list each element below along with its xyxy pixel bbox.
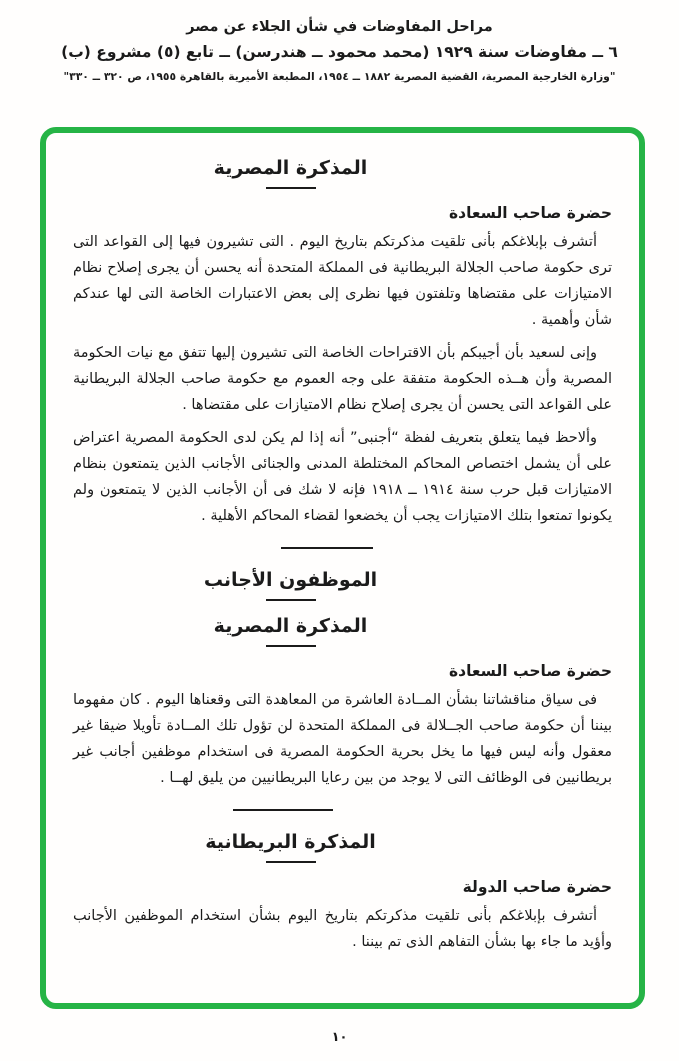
memo-egyptian-1-paragraph: وإنى لسعيد بأن أجيبكم بأن الاقتراحات الخاصة التى تشيرون إليها تتفق مع نيات الحكومة المصرية وأن هــذه الحكومة متفقة على وجه العموم مع حكومة صاحب الجلالة البريطانية على القواعد التى يحسن أن يجرى إصلاح نظام الامتيازات على مقتضاها . — [73, 345, 612, 413]
memo-british-paragraph: أتشرف بإبلاغكم بأنى تلقيت مذكرتكم بتاريخ اليوم بشأن استخدام الموظفين الأجانب وأؤيد ما جاء بها بشأن التفاهم الذى تم بيننا . — [73, 908, 612, 950]
title-underline — [266, 645, 316, 647]
doc-source-citation: "وزارة الخارجية المصرية، القضية المصرية ١٨٨٢ ــ ١٩٥٤، المطبعة الأميرية بالقاهرة ١٩٥٥، ص ٣٢٠ ــ ٣٣٠" — [63, 70, 616, 83]
title-underline — [266, 599, 316, 601]
page-header — [0, 0, 679, 83]
memo-british-salutation: حضرة صاحب الدولة — [462, 878, 612, 896]
title-underline — [266, 187, 316, 189]
memo-egyptian-2-paragraph: فى سياق مناقشاتنا بشأن المــادة العاشرة من المعاهدة التى وقعناها اليوم . كان مفهوما بيننا أن حكومة صاحب الجــلالة فى المملكة المتحدة لن تؤول تلك المــادة تأويلا ضيقا غير معقول وأنه ليس فيها ما يخل بحرية الحكومة المصرية فى استخدام موظفين أجانب غير بريطانيين فى الوظائف التى لا يوجد من بين رعايا البريطانيين من يليق لهــا . — [73, 692, 612, 786]
memo-british-title: المذكرة البريطانية — [205, 831, 376, 853]
foreign-employees-heading: الموظفون الأجانب — [203, 569, 378, 591]
doc-subtitle: ٦ ــ مفاوضات سنة ١٩٢٩ (محمد محمود ــ هندرسن) ــ تابع (٥) مشروع (ب) — [61, 43, 618, 61]
memo-egyptian-1-title: المذكرة المصرية — [213, 157, 368, 179]
section-divider — [233, 809, 333, 811]
content-frame — [40, 127, 645, 1009]
doc-title: مراحل المفاوضات في شأن الجلاء عن مصر — [186, 19, 493, 35]
memo-egyptian-1-salutation: حضرة صاحب السعادة — [449, 204, 612, 222]
memo-egyptian-1-paragraph: أتشرف بإبلاغكم بأنى تلقيت مذكرتكم بتاريخ اليوم . التى تشيرون فيها إلى القواعد التى ترى حكومة صاحب الجلالة البريطانية فى المملكة المتحدة أنه يحسن أن يجرى إصلاح نظام الامتيازات على مقتضاها وتلفتون فيها نظرى إلى بعض الاعتبارات الخاصة التى لها عندكم شأن وأهمية . — [73, 234, 612, 328]
memo-egyptian-1-paragraph: وألاحظ فيما يتعلق بتعريف لفظة “أجنبى” أنه إذا لم يكن لدى الحكومة المصرية اعتراض على أن يشمل اختصاص المحاكم المختلطة المدنى والجنائى الأجانب الذين يتمتعون بنظام الامتيازات قبل حرب سنة ١٩١٤ ــ ١٩١٨ فإنه لا شك فى أن الأجانب الذين لا يتمتعون ولم يكونوا تمتعوا بتلك الامتيازات يجب أن يخضعوا لقضاء المحاكم الأهلية . — [73, 430, 612, 524]
page-number: ١٠ — [331, 1030, 348, 1045]
memo-egyptian-2-salutation: حضرة صاحب السعادة — [449, 662, 612, 680]
section-divider — [281, 547, 373, 549]
memo-egyptian-2-title: المذكرة المصرية — [213, 615, 368, 637]
title-underline — [266, 861, 316, 863]
